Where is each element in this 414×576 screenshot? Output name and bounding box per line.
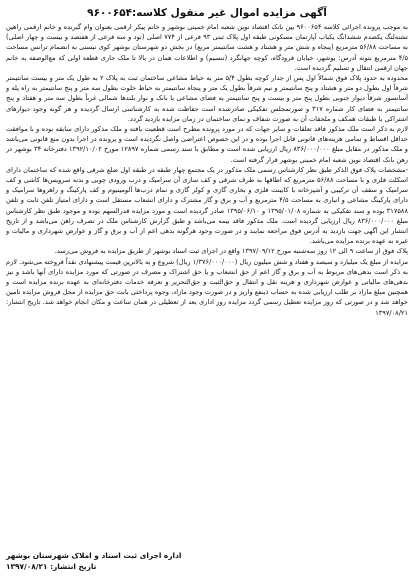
notice-paragraph-5: پلاک فوق از ساعت ۹ الی ۱۲ روز سه‌شنبه مورخ ۱۳۹۷/۰۹/۱۲ واقع در اجرای ثبت اسناد بوشهر از طریق مزایده به فروش می‌رسد. [54, 247, 408, 256]
notice-title: آگهی مزایده اموال غیر منقول کلاسه:۹۶۰۰۶۵۴ [87, 7, 327, 19]
notice-body [6, 22, 408, 548]
notice-paragraph-1: به موجب پرونده اجرائی کلاسه ۹۶۰۰۶۵۴ بین بانک اقتصاد نوین شعبه امام خمینی بوشهر و خانم پیکر ارقمی بعنوان وام گیرنده و خانم ارقمی راهین تشنه‌لنگ یکصدم ششدانگ یکباب آپارتمان مسکونی طبقه اول پلاک ثبتی ۹۳ فرعی از ۷۷۴ اصلی (نود و سه فرعی از هفتصد و بیست و چهار اصلی) به مساحت ۵۶/۸۸ مترمربع (پنجاه و شش متر و هشتاد و هشت سانتیمتر مربع) در بخش دو شهرستان بوشهر کوی نیستی به انضمام ترانس مساحت ۴/۵ مترمربع بتونه آدرس: بوشهر، خیابان فرودگاه، کوچه جهانگرد (تنسیم) و اطلاعات همان در بالا تا ملک جاری قطعه اولی که مع‌الوصفه به خانم جهان ارقمی انتقال و تسلیم گردیده است. [6, 23, 408, 72]
notice-paragraph-2: محدوده به حدود پلاک فوق شمالاً اول پس از جدار کوچه بطول ۵/۴ متر به حیاط مشاعی ساختمان ثبت به پلاک ۲ به طول یک متر و بیست سانتیمتر شرقاً اول بطول دو متر و هشتاد و پنج سانتیمتر و نیم شرقاً بطول یک متر و پنجاه سانتیمتر به حیاط خلوت بطول سه متر و پنج سانتیمتر به راه پله و آسانسور شرقاً دیوار جنوبی بطول پنج متر و بیست و پنج سانتیمتر به فضای مشاعی با بانک و نوار بلندها شمالی غرباً بطول سه متر و هفتاد و پنج سانتیمتر به فضای کار شماره ۳۱۷ و صورتمجلس تفکیکی صادرشده است حفاظت شده به کارشناسی ارسال گردیده و هر گونه وجود دیوارهای اشتراکی با طبقات همکف و ملحقات آن به صورت شفاف و نمای ساختمان در زمان مزایده بازدید گردد. [6, 74, 408, 123]
notice-paragraph-6: مزایده از مبلغ یک میلیارد و سیصد و هفتاد و شش میلیون ریال (۱/۳۷۶/۰۰۰/۰۰۰ ریال) شروع و به بالاترین قیمت پیشنهادی نقداً فروخته می‌شود. لازم به ذکر است بدهی‌های مربوط به آب و برق و گاز اعم از حق انشعاب و یا حق اشتراک و مصرف در صورتی که مورد مزایده دارای آنها باشد و نیز بدهی‌های مالیاتی و عوارض شهرداری و هزینه نقل و انتقال و حق‌الثبت و حق‌التحریر و تعرفه خدمات دفترخانه‌ای به عهده برنده مزایده است و همچنین مبلغ مازاد بر طلب ارزیابی شده به حساب ذینفع واریز و در صورت وجود مازاد، وجوه پرداختی بابت حق مزایده از محل فروش مزایده تامین خواهد شد و در صورتی که روز مزایده تعطیل رسمی گردد مزایده روز اداری بعد از تعطیلی در همان ساعت و مکان انجام خواهد شد. تاریخ انتشار: ۱۳۹۷/۰۸/۲۱ [6, 257, 408, 317]
notice-paragraph-3: لازم به ذکر است ملک مذکور فاقد تعلقات و سایر جهات که در مورد پرونده مطرح است قطعیت یافته و ملک مذکور دارای سابقه بوده و با موافقت حداقل اقساط و تمامی هزینه‌های قانونی قابل اجرا بوده و در این خصوص اعتراضی واصل نگردیده است و پرونده در اجرا بدون منع قانونی می‌باشد و ملک مذکور در مقابل مبلغ ۸۳۶/۰۰۰/۰۰۰ ریال ارزیابی شده است و مطابق با سند رسمی شماره ۱۲۸۹۷ مورخ ۱۳۹۲/۱۰/۰۲ دفترخانه ۳۴ بوشهر در رهن بانک اقتصاد نوین شعبه امام خمینی بوشهر قرار گرفته است. [6, 125, 408, 164]
notice-paragraph-4: -مشخصات پلاک فوق الذکر طبق نظر کارشناس رسمی ملک مذکور در یک مجتمع چهار طبقه در طبقه اول ضلع شرقی واقع شده که ساختمان دارای اسکلت فلزی و با مساحت ۵۶/۸۸ مترمربع که اطاقها به طرف شرقی و کف سازی آن سرامیک و درب ورودی چوبی و بدنه سرویس‌ها کاشی و کف سرامیک و سقف آن ترکیبی و آشپزخانه با کابینت فلزی و بخاری گازی و کولر گازی و تمام درب‌ها آلومینیوم و کف پارکینگ و راهروها سرامیک و دارای پارکینگ مشاعی و انباری به مساحت ۴/۵ مترمربع و آب و برق و گاز مشترک و دارای انشعاب مستقل است و دارای امتیاز تلفن ثابت و تلفن ۳۱۷۵۸۸ بوده و سند تفکیکی به شماره ۱۳۹۵/۰۱/۰۸ و ۱۳۹۵/۰۶/۱۰ صادر گردیده است و مورد مزایده قدرالسهم بوده و موجود طبق نظر کارشناس مبلغ ۸۳۶/۰۰۰/۰۰۰ ریال ارزیابی گردیده است. ملک مذکور فاقد بیمه می‌باشد و طبق گزارش کارشناس ملک در تصرف راهن می‌باشد و از تاریخ انتشار این آگهی جهت بازدید به آدرس فوق مراجعه نمایند و در صورت وجود هرگونه بدهی اعم از آب و برق و گاز و عوارض شهرداری و مالیات و غیره به عهده برنده مزایده می‌باشد. [6, 165, 408, 246]
publication-date: تاریخ انتشار: ۱۳۹۷/۰۸/۲۱ [6, 562, 97, 571]
notice-footer [6, 550, 408, 572]
issuing-office: اداره اجرای ثبت اسناد و املاک شهرستان بوشهر [6, 551, 182, 560]
